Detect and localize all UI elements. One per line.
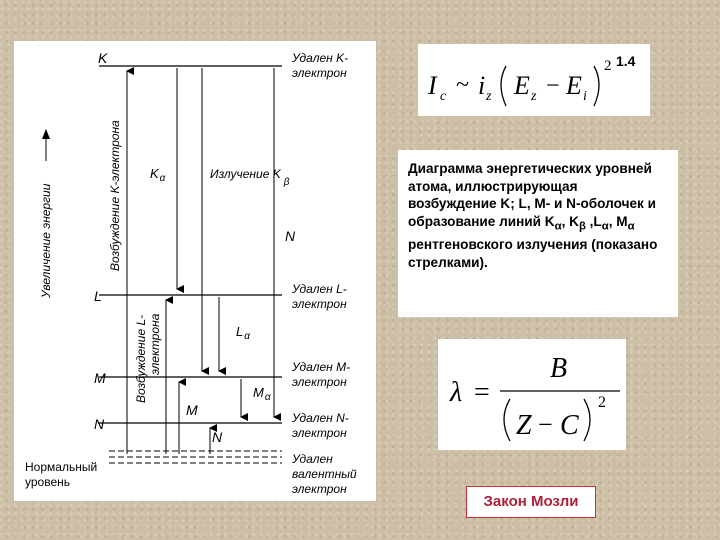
m-alpha-label: $M_\alpha$ [253,385,271,403]
ground-level-label-1: Нормальный [25,460,98,474]
formula-I-sub: c [440,89,447,104]
l-level-label: L [94,288,102,304]
n-removed-label-1: Удален N- [292,411,349,425]
valence-removed-label-1: Удален [292,452,333,466]
equation-number: 1.4 [616,53,636,69]
m-level-label: M [94,370,106,386]
k-alpha-label: $K_\alpha$ [150,166,166,184]
valence-removed-label-2: валентный [292,467,357,481]
formula-I: I [428,71,437,100]
k-excitation-label: Возбуждение K-электрона [108,120,122,271]
formula-E1-sub: z [531,89,537,104]
diagram-description [398,150,678,317]
formula-C: C [560,410,579,441]
formula2-exponent: 2 [598,394,606,411]
n-to-k-label: N [285,228,296,244]
valence-removed-label-3: электрон [292,482,347,496]
intensity-formula-svg [418,44,650,116]
formula-E2-sub: i [583,89,587,104]
l-removed-label-2: электрон [292,297,347,311]
k-level-label: K [98,50,108,66]
energy-increase-label: Увеличение энергии [39,183,53,298]
k-removed-label-2: электрон [292,66,347,80]
formula-equals: = [474,377,490,408]
m-removed-label-1: Удален M- [292,360,351,374]
l-excitation-label-1: Возбуждение L- [134,314,148,403]
moseley-formula [438,339,626,450]
denominator-right-paren [584,399,590,441]
right-paren [594,66,599,106]
formula-Z: Z [516,410,532,441]
formula2-minus: − [538,410,553,439]
m-transition-label: M [186,402,198,418]
formula-E1: E [514,71,530,100]
energy-diagram-svg [14,41,376,501]
moseley-formula-svg [438,339,626,450]
energy-level-diagram [14,41,376,501]
n-transition-label: N [212,429,223,445]
moseley-law-label: Закон Мозли [466,486,596,518]
description-text: Диаграмма энергетических уровней атома, иллюстрирующая возбуждение K; L, M- и N-оболочек и образование линий $K_\alpha$, $K_\beta$ $,L_\alpha$, $M_\alpha$ рентгеновского излучения (показано стрелками). [408,161,658,270]
l-alpha-label: $L_\alpha$ [236,324,250,342]
k-beta-label: Излучение $K_\beta$ [210,167,290,188]
formula-E2: E [566,71,582,100]
l-excitation-label-2: электрона [148,313,162,375]
denominator-left-paren [504,399,510,441]
formula-minus: − [546,73,560,99]
formula-i: i [478,71,486,100]
formula-tilde: ~ [456,72,469,98]
formula-lambda: λ [450,377,463,408]
formula-exponent: 2 [604,58,612,74]
l-removed-label-1: Удален L- [292,282,347,296]
k-removed-label-1: Удален K- [292,51,349,65]
n-level-label: N [94,416,105,432]
n-removed-label-2: электрон [292,426,347,440]
formula-numerator: B [550,353,568,384]
formula-i-sub: z [486,89,492,104]
m-removed-label-2: электрон [292,375,347,389]
left-paren [501,66,506,106]
intensity-formula [418,44,650,116]
ground-level-label-2: уровень [25,475,71,489]
